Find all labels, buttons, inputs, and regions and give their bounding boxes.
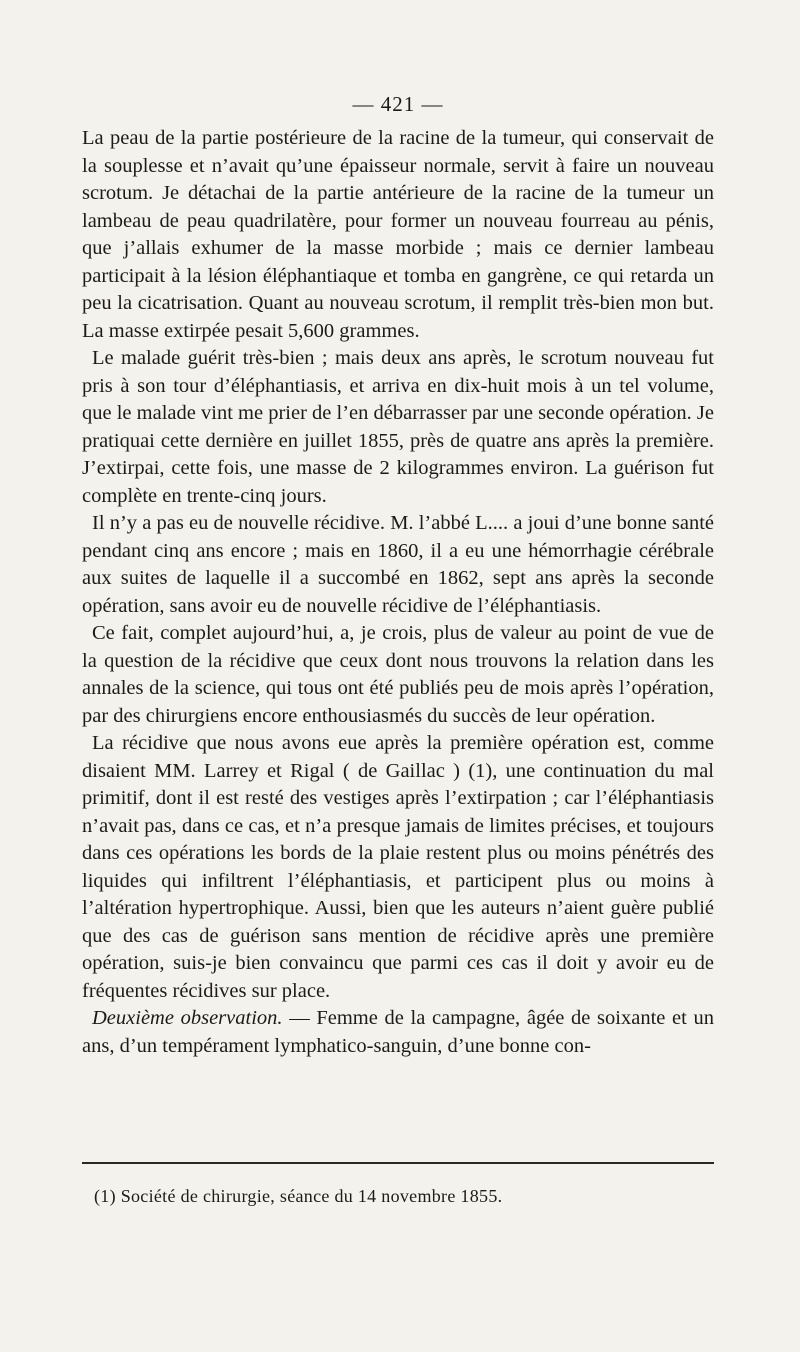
observation-paragraph — [82, 1005, 714, 1060]
observation-text: — Femme de la campagne, âgée de soixante et un ans, d’un tempérament lymphatico-sanguin, d’une bonne con- — [82, 1007, 714, 1057]
page-number: — 421 — — [352, 92, 444, 116]
footnote-divider — [82, 1162, 714, 1164]
observation-label: Deuxième observation. — [92, 1007, 283, 1029]
paragraph-2: Le malade guérit très-bien ; mais deux ans après, le scrotum nouveau fut pris à son tour d’éléphantiasis, et arriva en dix-huit mois à un tel volume, que le malade vint me prier de l’en débarrasser par une seconde opération. Je pratiquai cette dernière en juillet 1855, près de quatre ans après la première. J’extirpai, cette fois, une masse de 2 kilogrammes environ. La guérison fut complète en trente-cinq jours. — [82, 347, 714, 507]
paragraph-1: La peau de la partie postérieure de la racine de la tumeur, qui conservait de la souplesse et n’avait qu’une épaisseur normale, servit à faire un nouveau scrotum. Je détachai de la partie antérieure de la racine de la tumeur un lambeau de peau quadrilatère, pour former un nouveau fourreau au pénis, que j’allais exhumer de la masse morbide ; mais ce dernier lambeau participait à la lésion éléphantiaque et tomba en gangrène, ce qui retarda un peu la cicatrisation. Quant au nouveau scrotum, il remplit très-bien mon but. La masse extirpée pesait 5,600 grammes. — [82, 127, 714, 342]
footnote: (1) Société de chirurgie, séance du 14 novembre 1855. — [94, 1186, 503, 1206]
body-text — [82, 125, 714, 1060]
paragraph-4: Ce fait, complet aujourd’hui, a, je crois, plus de valeur au point de vue de la question de la récidive que ceux dont nous trouvons la relation dans les annales de la science, qui tous ont été publiés peu de mois après l’opération, par des chirurgiens encore enthousiasmés du succès de leur opération. — [82, 622, 714, 727]
paragraph-3: Il n’y a pas eu de nouvelle récidive. M. l’abbé L.... a joui d’une bonne santé pendant cinq ans encore ; mais en 1860, il a eu une hémorrhagie cérébrale aux suites de laquelle il a succombé en 1862, sept ans après la seconde opération, sans avoir eu de nouvelle récidive de l’éléphantiasis. — [82, 512, 714, 617]
paragraph-5: La récidive que nous avons eue après la première opération est, comme disaient MM. Larrey et Rigal ( de Gaillac ) (1), une continuation du mal primitif, dont il est resté des vestiges après l’extirpation ; car l’éléphantiasis n’avait pas, dans ce cas, et n’a presque jamais de limites précises, et toujours dans ces opérations les bords de la plaie restent plus ou moins pénétrés des liquides qui infiltrent l’éléphantiasis, et participent plus ou moins à l’altération hypertrophique. Aussi, bien que les auteurs n’aient guère publié que des cas de guérison sans mention de récidive après une première opération, suis-je bien convaincu que parmi ces cas il doit y avoir eu de fréquentes récidives sur place. — [82, 732, 714, 1002]
